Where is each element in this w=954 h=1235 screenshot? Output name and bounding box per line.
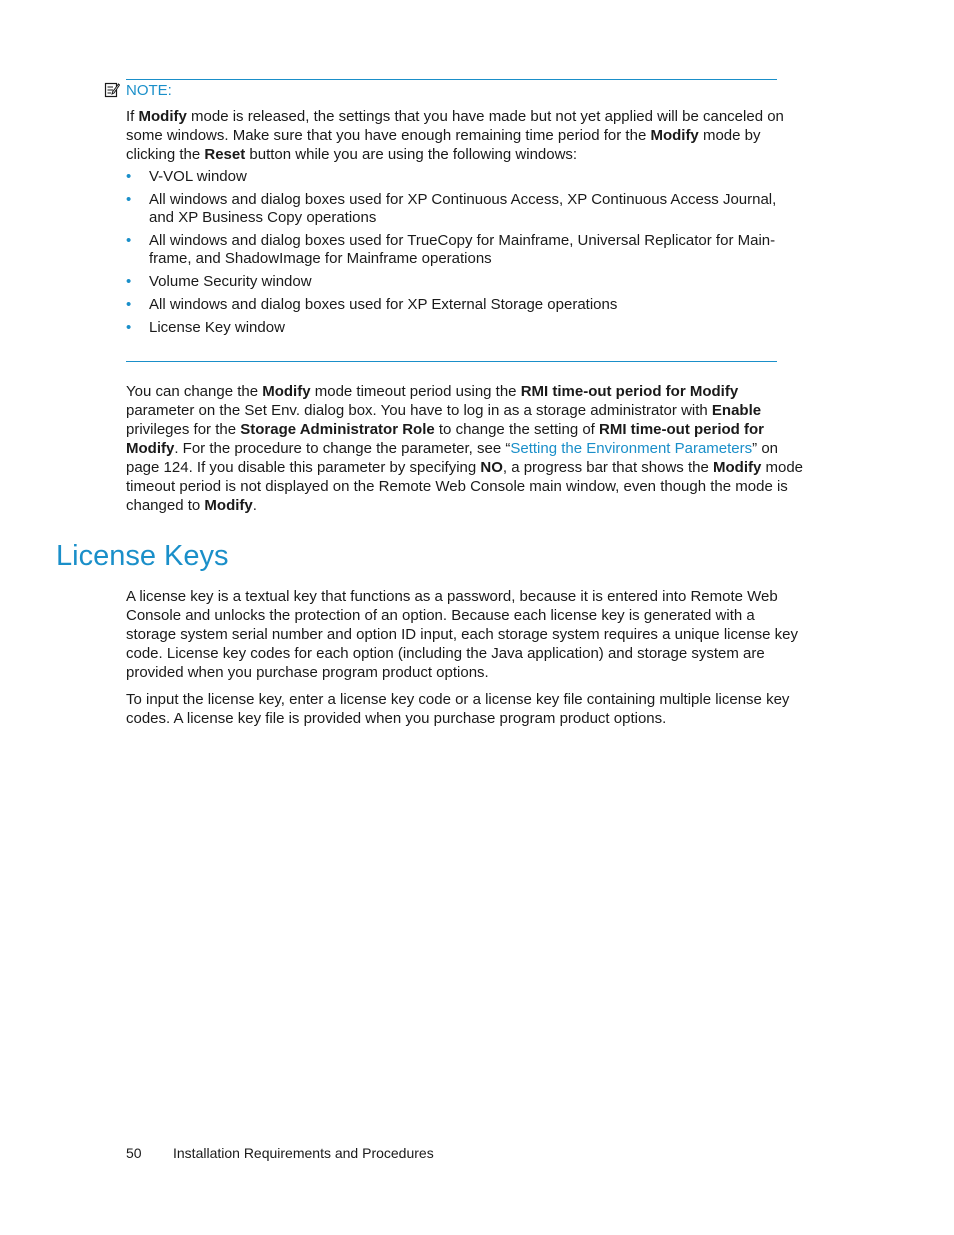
note-label: NOTE:: [126, 81, 172, 99]
page-number: 50: [126, 1145, 142, 1161]
list-item: • All windows and dialog boxes used for XP External Storage operations: [126, 296, 618, 313]
bullet-icon: •: [126, 168, 132, 185]
note-header: [104, 80, 172, 100]
setting-env-params-link[interactable]: Setting the Environment Parameters: [510, 440, 753, 457]
note-top-rule: [126, 79, 777, 80]
note-body: [126, 107, 786, 342]
bullet-icon: •: [126, 296, 132, 313]
bullet-icon: •: [126, 191, 132, 208]
bullet-icon: •: [126, 232, 132, 249]
chapter-title: Installation Requirements and Procedures: [173, 1145, 434, 1161]
list-item: • Volume Security window: [126, 273, 312, 290]
bullet-icon: •: [126, 273, 132, 290]
note-bottom-rule: [126, 361, 777, 362]
list-item: • V-VOL window: [126, 168, 247, 185]
license-key-paragraph-2: To input the license key, enter a license key code or a license key file containing multiple license key codes. A license key file is provided when you purchase program product options.: [126, 691, 790, 727]
note-bullet-list: [126, 168, 786, 337]
note-intro: If Modify mode is released, the settings that you have made but not yet applied will be canceled on some windows. Make sure that you have enough remaining time period for the Modify mode by clicking the Reset button while you are using the following windows:: [126, 108, 784, 163]
list-item: • All windows and dialog boxes used for TrueCopy for Mainframe, Universal Replicator for Main-frame, and ShadowImage for Mainframe operations: [126, 232, 776, 267]
section-title: License Keys: [56, 540, 229, 572]
license-key-paragraph-1: A license key is a textual key that functions as a password, because it is entered into Remote Web Console and unlocks the protection of an option. Because each license key is generated with a storage system serial number and option ID input, each storage system requires a unique license key code. License key codes for each option (including the Java application) and storage system are provided when you purchase program product options.: [126, 588, 799, 681]
note-icon: [104, 82, 120, 98]
bullet-icon: •: [126, 319, 132, 336]
list-item: • License Key window: [126, 319, 285, 336]
timeout-paragraph: You can change the Modify mode timeout period using the RMI time-out period for Modify parameter on the Set Env. dialog box. You have to log in as a storage administrator with Enable privileges for the Storage Administrator Role to change the setting of RMI time-out period for Modify. For the procedure to change the parameter, see “Setting the Environment Parameters” on page 124. If you disable this parameter by specifying NO, a progress bar that shows the Modify mode timeout period is not displayed on the Remote Web Console main window, even though the mode is changed to Modify.: [126, 383, 804, 514]
list-item: • All windows and dialog boxes used for XP Continuous Access, XP Continuous Access Journal, and XP Business Copy operations: [126, 191, 777, 226]
